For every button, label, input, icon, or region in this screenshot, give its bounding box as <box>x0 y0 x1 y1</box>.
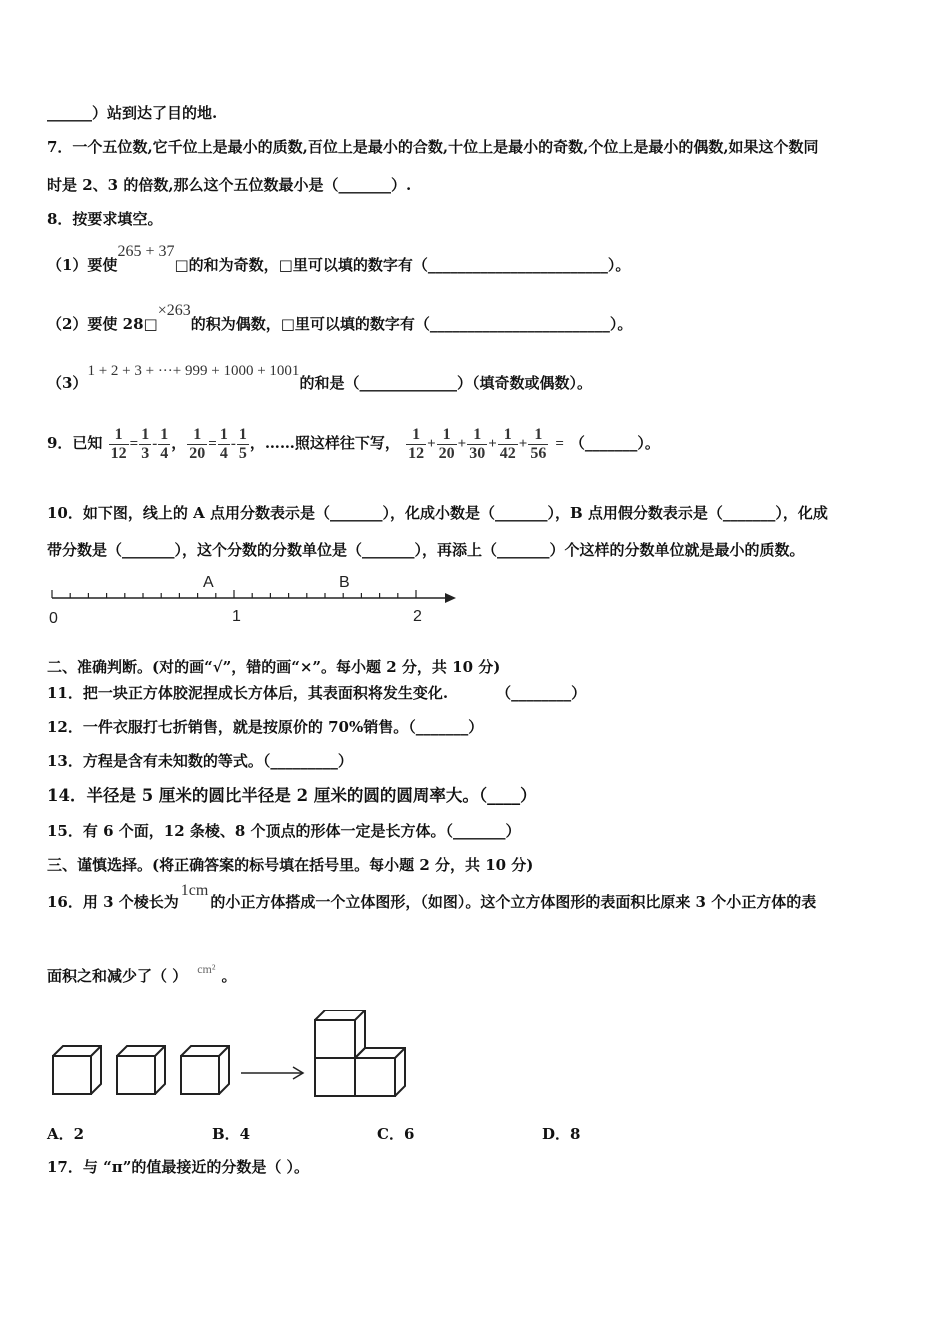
q6-tail: ______）站到达了目的地. <box>47 104 218 122</box>
q17: 17．与 “π”的值最接近的分数是（ ）。 <box>47 1158 310 1176</box>
q11: 11．把一块正方体胶泥捏成长方体后，其表面积将发生变化. （________） <box>47 684 587 702</box>
q10-line2: 带分数是（_______），这个分数的分数单位是（_______），再添上（_______）个这样的分数单位就是最小的质数。 <box>47 541 805 559</box>
section2-heading: 二、准确判断。(对的画“√”，错的画“×”。每小题 2 分，共 10 分) <box>47 658 501 676</box>
tick-label-1: 1 <box>232 608 241 625</box>
q7-line2: 时是 2、3 的倍数,那么这个五位数最小是（_______）. <box>47 176 412 194</box>
cube-3 <box>181 1046 229 1094</box>
q16-unit: 1cm <box>180 882 209 899</box>
q9-sum-frac-42: $\frac{1}{42}$ <box>499 425 516 462</box>
q9-frac-1-4: $\frac{1}{4}$ <box>160 425 169 462</box>
number-line-ticks <box>52 590 416 598</box>
q8-part2 <box>47 302 633 335</box>
number-line <box>40 568 470 632</box>
q8-title: 8．按要求填空。 <box>47 210 163 228</box>
q8-part3 <box>47 363 592 394</box>
q9-sum-frac-20: $\frac{1}{20}$ <box>438 425 455 462</box>
q9-sum-frac-56: $\frac{1}{56}$ <box>530 425 547 462</box>
q8-p1-pre: （1）要使 <box>47 256 118 274</box>
q8-p2-pre: （2）要使 28□ <box>47 315 158 333</box>
q12: 12．一件衣服打七折销售，就是按原价的 70%销售。（_______） <box>47 718 484 736</box>
q9-post: （_______）。 <box>569 434 660 452</box>
q8-p3-expr: 1 + 2 + 3 + ···+ 999 + 1000 + 1001 <box>87 363 300 379</box>
q16-line1: 16．用 3 个棱长为1cm的小正方体搭成一个立体图形，（如图）。这个立方体图形的表面积比原来 3 个小正方体的表 <box>47 882 817 911</box>
q14: 14．半径是 5 厘米的圆比半径是 2 厘米的圆的圆周率大。（____） <box>47 786 537 805</box>
section3-heading: 三、谨慎选择。(将正确答案的标号填在括号里。每小题 2 分，共 10 分) <box>47 856 534 874</box>
tick-label-0: 0 <box>49 610 58 627</box>
combined-cubes <box>315 1010 405 1096</box>
q8-p3-post: 的和是（_____________）（填奇数或偶数）。 <box>299 374 592 392</box>
option-c[interactable]: C．6 <box>377 1125 415 1143</box>
q9-frac-1-3: $\frac{1}{3}$ <box>141 425 150 462</box>
q7-line1: 7．一个五位数,它千位上是最小的质数,百位上是最小的合数,十位上是最小的奇数,个位上是最小的偶数,如果这个数同 <box>47 138 819 156</box>
cube-1 <box>53 1046 101 1094</box>
option-a[interactable]: A．2 <box>47 1125 85 1143</box>
point-a-label: A <box>203 574 214 591</box>
q9-frac-1-4b: $\frac{1}{4}$ <box>219 425 228 462</box>
q8-p1-expr: 265 + 37 <box>117 243 175 260</box>
number-line-arrow <box>445 593 456 603</box>
q9-mid: ，……照这样往下写， <box>249 434 400 452</box>
q9-frac-1-12: $\frac{1}{12}$ <box>110 425 127 462</box>
q9-frac-1-5: $\frac{1}{5}$ <box>238 425 247 462</box>
q8-p3-pre: （3） <box>47 374 88 392</box>
q9-frac-1-20: $\frac{1}{20}$ <box>189 425 206 462</box>
cubes-figure <box>45 1010 415 1102</box>
option-d[interactable]: D．8 <box>542 1125 581 1143</box>
q16-line2: 面积之和减少了（ ） $^{cm^2}$ 。 <box>47 962 237 985</box>
q9-pre: 9．已知 <box>47 434 103 452</box>
transform-arrow <box>241 1067 303 1079</box>
q8-p2-post: 的积为偶数，□里可以填的数字有（________________________）。 <box>190 315 633 333</box>
q15: 15．有 6 个面，12 条棱、8 个顶点的形体一定是长方体。（_______） <box>47 822 521 840</box>
q9-sum-frac-30: $\frac{1}{30}$ <box>469 425 486 462</box>
tick-label-2: 2 <box>413 608 422 625</box>
q13: 13．方程是含有未知数的等式。（_________） <box>47 752 353 770</box>
q8-p1-post: □的和为奇数，□里可以填的数字有（________________________）。 <box>174 256 631 274</box>
option-b[interactable]: B．4 <box>212 1125 251 1143</box>
q11-blank: （________） <box>496 684 587 702</box>
q16-unit2: cm² <box>197 962 216 976</box>
q9-sum-frac-12: $\frac{1}{12}$ <box>408 425 425 462</box>
q9: 9．已知 $\frac{1}{12}$ = $\frac{1}{3}$ - $\frac{1}{4}$ ， $\frac{1}{20}$ = $\frac{1}{4}$ - $\frac{1}{5}$ ，……照这样往下写， $\frac{1}{12}$ + $\frac{1}{20}$ + $\frac{1}{30}$ + $\frac{1}{42}$ + $\frac{1}{56}$ = （_______）。 <box>47 425 660 462</box>
q10-line1: 10．如下图，线上的 A 点用分数表示是（_______），化成小数是（_______），B 点用假分数表示是（_______），化成 <box>47 504 828 522</box>
q8-part1 <box>47 243 631 276</box>
point-b-label: B <box>339 574 350 591</box>
cube-2 <box>117 1046 165 1094</box>
q8-p2-expr: ×263 <box>157 302 191 319</box>
